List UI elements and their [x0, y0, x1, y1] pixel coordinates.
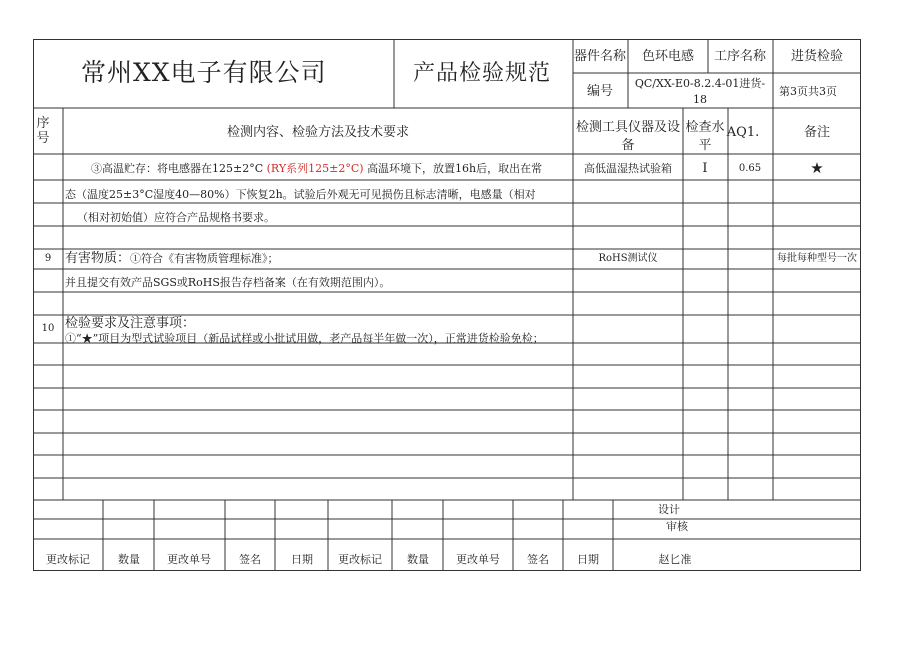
high-temp-line-2: 态（温度25±3°C湿度40—80%）下恢复2h。试验后外观无可见损伤且标志清晰，电感量（相对	[65, 188, 536, 201]
col-level: 检查水	[685, 120, 725, 135]
item-10-line-1: ①“★”项目为型式试验项目（新品试样或小批试用做，老产品每半年做一次），正常进货检验免检；	[65, 332, 544, 345]
footer-label-signature: 签名	[239, 553, 261, 566]
high-temp-red-note: (RY系列125±2°C)	[266, 162, 364, 175]
footer-label-change-no-2: 更改单号	[456, 553, 500, 566]
item-9-seq: 9	[44, 253, 52, 264]
col-tools: 检测工具仪器及设	[575, 120, 681, 135]
item-9-remark: 每批每种型号一次	[777, 253, 857, 264]
part-name-value: 色环电感	[641, 49, 695, 64]
col-remarks: 备注	[803, 125, 831, 140]
item-9-line-1: ①符合《有害物质管理标准》；	[130, 252, 279, 265]
number-label: 编号	[586, 84, 614, 99]
col-content: 检测内容、检验方法及技术要求	[226, 125, 410, 140]
col-aql: AQ1.	[726, 125, 760, 140]
star-icon: ★	[810, 159, 824, 177]
footer-label-date: 日期	[291, 553, 313, 566]
table-grid	[33, 39, 861, 571]
footer-label-quantity: 数量	[118, 553, 140, 566]
item-9-line-2: 并且提交有效产品SGS或RoHS报告存档备案（在有效期范围内）。	[65, 276, 391, 289]
process-label: 工序名称	[713, 49, 767, 64]
high-temp-text-b: 高温环境下，放置16h后，取出在常	[367, 162, 543, 175]
item-10-seq: 10	[41, 323, 55, 334]
design-label: 设计	[658, 503, 680, 516]
item-9-title	[65, 252, 279, 265]
approver-name: 赵匕准	[658, 553, 692, 566]
footer-label-signature-2: 签名	[527, 553, 549, 566]
item-10-title: 检验要求及注意事项：	[65, 316, 196, 331]
col-seq: 序	[36, 116, 50, 131]
review-label: 审核	[666, 520, 688, 533]
inspection-spec-sheet	[33, 39, 861, 571]
col-level-2: 平	[698, 138, 712, 153]
process-value: 进货检验	[790, 49, 844, 64]
col-tools-2: 备	[621, 138, 635, 153]
footer-label-quantity-2: 数量	[407, 553, 429, 566]
page-info: 第3页共3页	[779, 85, 837, 98]
document-type: 产品检验规范	[413, 61, 552, 86]
part-name-label: 器件名称	[573, 49, 627, 64]
high-temp-line-1	[91, 163, 542, 174]
footer-label-change-no: 更改单号	[167, 553, 211, 566]
high-temp-text-a: ③高温贮存：将电感器在125±2°C	[91, 162, 264, 175]
footer-label-change-mark: 更改标记	[46, 553, 90, 566]
footer-label-change-mark-2: 更改标记	[338, 553, 382, 566]
high-temp-line-3: （相对初始值）应符合产品规格书要求。	[77, 211, 275, 224]
company-name: 常州XX电子有限公司	[81, 58, 327, 87]
high-temp-tool: 高低温湿热试验箱	[584, 162, 672, 175]
item-9-tool: RoHS测试仪	[598, 253, 658, 264]
col-seq-2: 号	[36, 131, 50, 146]
number-value-suffix: 18	[693, 93, 707, 106]
high-temp-aql: 0.65	[738, 163, 762, 174]
footer-label-date-2: 日期	[577, 553, 599, 566]
item-9-heading: 有害物质：	[65, 251, 131, 266]
high-temp-level: I	[702, 161, 708, 176]
number-value: QC/XX-E0-8.2.4-01进货-	[634, 77, 766, 90]
